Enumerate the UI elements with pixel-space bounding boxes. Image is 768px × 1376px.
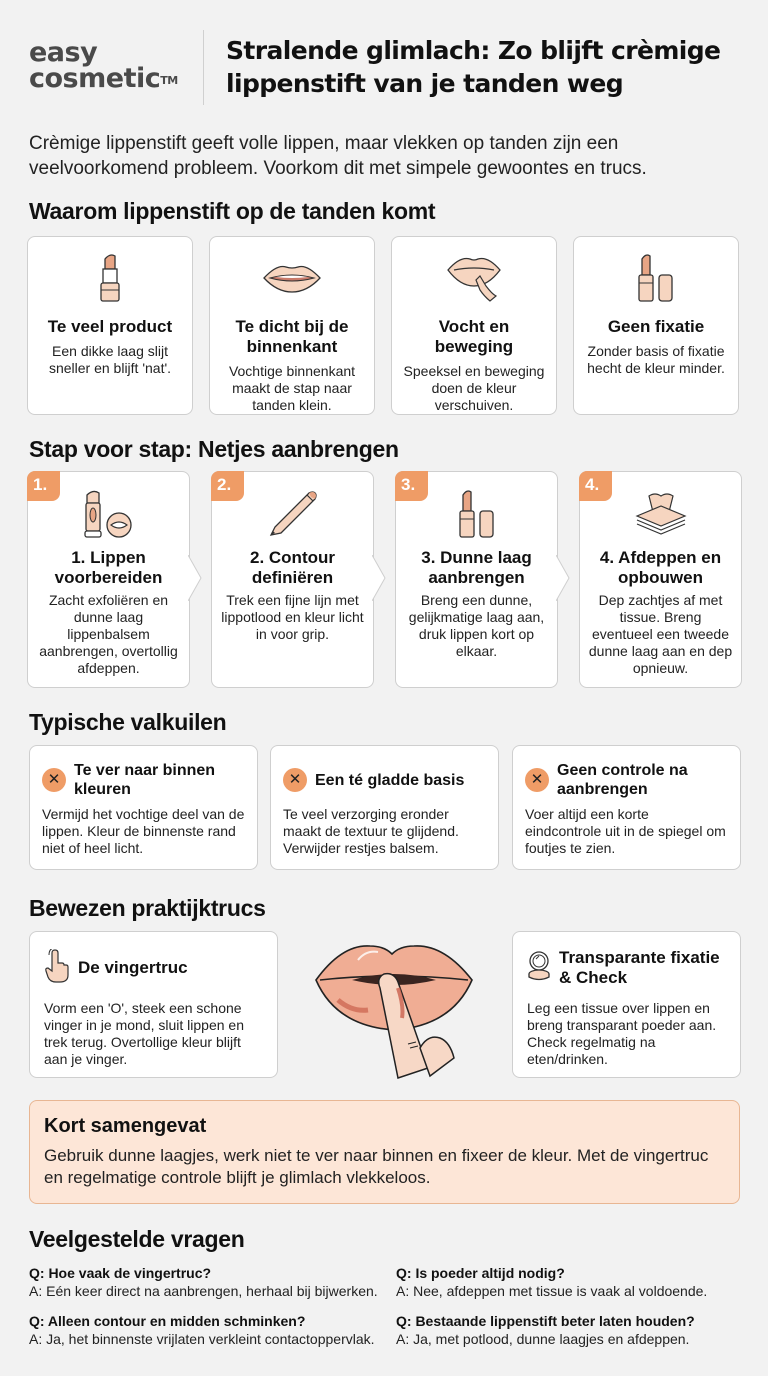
x-circle-icon: ✕ xyxy=(283,768,307,792)
lipstick-icon xyxy=(28,249,192,307)
intro-text: Crèmige lippenstift geeft volle lippen, maar vlekken op tanden zijn een veelvoorkomend probleem. Voorkom dit met simpele gewoontes en trucs. xyxy=(29,133,647,179)
step-text: Dep zachtjes af met tissue. Breng eventueel een tweede dunne laag aan en dep opnieuw. xyxy=(588,592,733,676)
step-title: 3. Dunne laag aanbrengen xyxy=(421,548,532,587)
step-badge: 4. xyxy=(579,471,612,501)
reason-text: Zonder basis of fixatie hecht de kleur minder. xyxy=(587,343,725,376)
section-heading-pitfalls: Typische valkuilen xyxy=(29,709,227,735)
step-text: Trek een fijne lijn met lippotlood en kleur licht in voor grip. xyxy=(221,592,364,642)
faq-item xyxy=(29,1264,409,1300)
faq-question: Q: Bestaande lippenstift beter laten houden? xyxy=(396,1313,695,1329)
pitfall-text: Te veel verzorging eronder maakt de textuur te glijdend. Verwijder restjes balsem. xyxy=(283,806,459,856)
summary-title: Kort samengevat xyxy=(44,1115,207,1137)
faq-answer: A: Eén keer direct na aanbrengen, herhaal bij bijwerken. xyxy=(29,1283,378,1299)
reason-title: Te dicht bij de binnenkant xyxy=(235,317,349,356)
pitfall-title: Geen controle na aanbrengen xyxy=(557,762,688,798)
step-text: Breng een dunne, gelijkmatige laag aan, druk lippen kort op elkaar. xyxy=(408,592,545,659)
trademark: TM xyxy=(160,74,178,87)
step-arrow xyxy=(372,555,386,601)
pitfall-title: Te ver naar binnen kleuren xyxy=(74,762,216,798)
reason-title: Te veel product xyxy=(47,317,173,336)
pitfall-card xyxy=(29,745,258,870)
lips-icon xyxy=(210,249,374,307)
reason-text: Een dikke laag slijt sneller en blijft 'nat'. xyxy=(48,343,172,376)
brand-line-1: easy xyxy=(29,37,98,68)
reason-title: Geen fixatie xyxy=(607,317,705,336)
faq-answer: A: Nee, afdeppen met tissue is vaak al voldoende. xyxy=(396,1283,708,1299)
trick-title: Transparante fixatie & Check xyxy=(559,948,720,987)
faq-question: Q: Alleen contour en midden schminken? xyxy=(29,1313,306,1329)
powder-compact-icon xyxy=(527,951,551,986)
faq-item xyxy=(396,1264,756,1300)
reason-title: Vocht en beweging xyxy=(434,317,514,356)
faq-question: Q: Hoe vaak de vingertruc? xyxy=(29,1265,212,1281)
pitfall-title: Een té gladde basis xyxy=(315,771,465,789)
faq-answer: A: Ja, het binnenste vrijlaten verkleint contactoppervlak. xyxy=(29,1331,375,1347)
pitfall-card xyxy=(270,745,499,870)
step-title: 2. Contour definiëren xyxy=(250,548,335,587)
step-arrow xyxy=(188,555,202,601)
section-heading-faq: Veelgestelde vragen xyxy=(29,1226,245,1252)
x-circle-icon: ✕ xyxy=(525,768,549,792)
trick-card xyxy=(512,931,741,1078)
brand-logo xyxy=(29,37,178,94)
step-arrow xyxy=(556,555,570,601)
section-heading-reasons: Waarom lippenstift op de tanden komt xyxy=(29,198,436,224)
lipstick-cap-icon xyxy=(574,249,738,307)
faq-answer: A: Ja, met potlood, dunne laagjes en afdeppen. xyxy=(396,1331,690,1347)
step-card xyxy=(211,471,374,688)
summary-box xyxy=(29,1100,740,1204)
finger-tap-icon xyxy=(44,949,70,988)
trick-text: Vorm een 'O', steek een schone vinger in je mond, sluit lippen en trek terug. Overtollige kleur blijft aan je vinger. xyxy=(44,1000,245,1067)
x-circle-icon: ✕ xyxy=(42,768,66,792)
step-card xyxy=(27,471,190,688)
trick-text: Leg een tissue over lippen en breng transparant poeder aan. Check regelmatig na eten/drinken. xyxy=(527,1000,717,1067)
brand-line-2: cosmetic xyxy=(29,63,161,94)
reason-card xyxy=(391,236,557,415)
summary-text: Gebruik dunne laagjes, werk niet te ver naar binnen en fixeer de kleur. Met de vingertruc en regelmatige controle blijft je glimlach vlekkeloos. xyxy=(44,1146,709,1187)
section-heading-tricks: Bewezen praktijktrucs xyxy=(29,895,266,921)
reason-text: Speeksel en beweging doen de kleur verschuiven. xyxy=(403,363,545,413)
step-title: 4. Afdeppen en opbouwen xyxy=(599,548,722,587)
step-text: Zacht exfoliëren en dunne laag lippenbalsem aanbrengen, overtollig afdeppen. xyxy=(39,592,178,676)
step-badge: 2. xyxy=(211,471,244,501)
step-title: 1. Lippen voorbereiden xyxy=(54,548,163,587)
faq-item xyxy=(29,1312,409,1348)
pitfall-card xyxy=(512,745,741,870)
faq-question: Q: Is poeder altijd nodig? xyxy=(396,1265,565,1281)
pitfall-text: Voer altijd een korte eindcontrole uit in de spiegel om foutjes te zien. xyxy=(525,806,726,856)
section-heading-steps: Stap voor stap: Netjes aanbrengen xyxy=(29,436,399,462)
reason-card xyxy=(209,236,375,415)
faq-item xyxy=(396,1312,756,1348)
pitfall-text: Vermijd het vochtige deel van de lippen. Kleur de binnenste rand niet of heel licht. xyxy=(42,806,245,856)
step-badge: 3. xyxy=(395,471,428,501)
lips-finger-icon xyxy=(392,249,556,307)
step-badge: 1. xyxy=(27,471,60,501)
reason-card xyxy=(573,236,739,415)
step-card xyxy=(395,471,558,688)
reason-text: Vochtige binnenkant maakt de stap naar tanden klein. xyxy=(228,363,356,413)
reason-card xyxy=(27,236,193,415)
page-title: Stralende glimlach: Zo blijft crèmige lippenstift van je tanden weg xyxy=(226,36,721,98)
trick-title: De vingertruc xyxy=(78,958,188,977)
trick-card xyxy=(29,931,278,1078)
step-card xyxy=(579,471,742,688)
lips-finger-illustration xyxy=(312,938,490,1088)
header-divider xyxy=(203,30,204,105)
